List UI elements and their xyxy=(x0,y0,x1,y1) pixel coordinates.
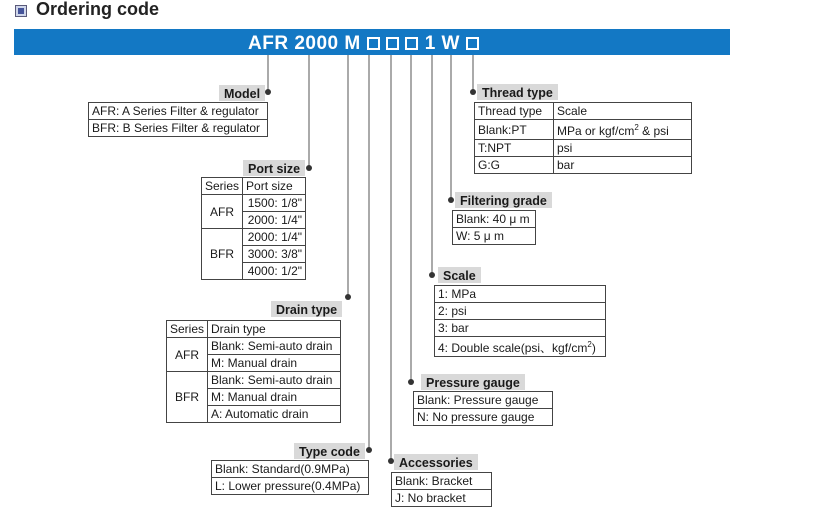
filtering-grade-table xyxy=(452,210,536,245)
connector-dot xyxy=(470,89,476,95)
superscript: 2 xyxy=(587,340,592,349)
scale-option: 1: MPa xyxy=(435,286,606,303)
thread-scale-cell: psi xyxy=(554,140,692,157)
connector-dot xyxy=(306,165,312,171)
drain-type-table xyxy=(166,320,341,423)
series-bfr: BFR xyxy=(167,372,208,423)
pressure-gauge-table xyxy=(413,391,553,426)
thread-option: Blank:PT xyxy=(475,120,554,140)
connector-dot xyxy=(366,447,372,453)
accessory-option: Blank: Bracket xyxy=(392,473,492,490)
col-drain-type: Drain type xyxy=(208,321,341,338)
connector-dot xyxy=(448,197,454,203)
gauge-option: N: No pressure gauge xyxy=(414,409,553,426)
filtering-grade-header: Filtering grade xyxy=(455,192,552,208)
thread-scale-cell: bar xyxy=(554,157,692,174)
code-fixed: 1 W xyxy=(424,33,460,54)
col-scale: Scale xyxy=(554,103,692,120)
scale-option: 3: bar xyxy=(435,320,606,337)
filter-option: Blank: 40 μ m xyxy=(453,211,536,228)
port-size-option: 2000: 1/4" xyxy=(243,212,306,229)
series-bfr: BFR xyxy=(202,229,243,280)
port-size-header: Port size xyxy=(243,160,305,176)
model-option: AFR: A Series Filter & regulator xyxy=(89,103,268,120)
drain-type-header: Drain type xyxy=(271,301,342,317)
thread-scale-text: & psi xyxy=(638,124,669,138)
drain-option: Blank: Semi-auto drain xyxy=(208,338,341,355)
port-size-option: 4000: 1/2" xyxy=(243,263,306,280)
drain-option: M: Manual drain xyxy=(208,389,341,406)
port-size-option: 1500: 1/8" xyxy=(243,195,306,212)
accessory-option: J: No bracket xyxy=(392,490,492,507)
page-title: Ordering code xyxy=(36,0,160,19)
thread-type-table xyxy=(474,102,692,174)
model-header: Model xyxy=(219,85,265,101)
drain-option: Blank: Semi-auto drain xyxy=(208,372,341,389)
scale-option-text: ) xyxy=(591,341,596,355)
type-code-option: L: Lower pressure(0.4MPa) xyxy=(212,478,369,495)
thread-option: G:G xyxy=(475,157,554,174)
thread-type-header: Thread type xyxy=(477,84,558,100)
scale-option-double xyxy=(435,337,606,357)
series-afr: AFR xyxy=(202,195,243,229)
filter-option: W: 5 μ m xyxy=(453,228,536,245)
drain-option: M: Manual drain xyxy=(208,355,341,372)
model-option: BFR: B Series Filter & regulator xyxy=(89,120,268,137)
gauge-option: Blank: Pressure gauge xyxy=(414,392,553,409)
type-code-table xyxy=(211,460,369,495)
connector-dot xyxy=(265,89,271,95)
col-series: Series xyxy=(202,178,243,195)
code-prefix: AFR 2000 M xyxy=(248,33,361,54)
superscript: 2 xyxy=(634,123,639,132)
series-afr: AFR xyxy=(167,338,208,372)
type-code-option: Blank: Standard(0.9MPa) xyxy=(212,461,369,478)
thread-scale-cell xyxy=(554,120,692,140)
accessories-table xyxy=(391,472,492,507)
type-code-header: Type code xyxy=(294,443,365,459)
connector-dot xyxy=(345,294,351,300)
pressure-gauge-header: Pressure gauge xyxy=(421,374,525,390)
model-table xyxy=(88,102,268,137)
connector-dot xyxy=(429,272,435,278)
drain-option: A: Automatic drain xyxy=(208,406,341,423)
port-size-table xyxy=(201,177,306,280)
connector-dot xyxy=(408,379,414,385)
scale-table xyxy=(434,285,606,357)
thread-option: T:NPT xyxy=(475,140,554,157)
port-size-option: 3000: 3/8" xyxy=(243,246,306,263)
col-thread-type: Thread type xyxy=(475,103,554,120)
port-size-option: 2000: 1/4" xyxy=(243,229,306,246)
scale-option-text: 4: Double scale(psi、kgf/cm xyxy=(438,341,588,355)
scale-option: 2: psi xyxy=(435,303,606,320)
col-series: Series xyxy=(167,321,208,338)
scale-header: Scale xyxy=(438,267,481,283)
col-port-size: Port size xyxy=(243,178,306,195)
thread-scale-text: MPa or kgf/cm xyxy=(557,124,635,138)
accessories-header: Accessories xyxy=(394,454,478,470)
